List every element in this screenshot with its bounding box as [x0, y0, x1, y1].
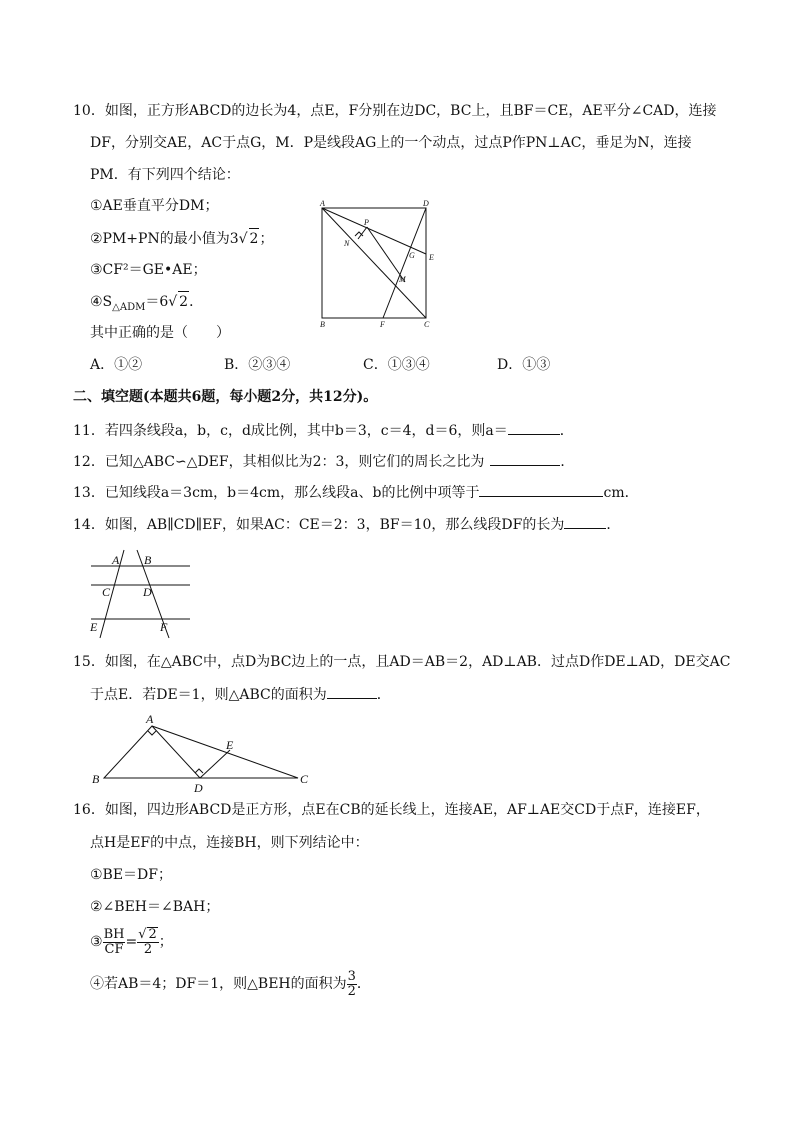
q16-conclusion-3	[90, 924, 173, 960]
q16-c4-fraction	[347, 970, 357, 999]
q15-line1: 15．如图，在△ABC中，点D为BC边上的一点，且AD＝AB＝2，AD⊥AB．过点D作DE⊥AD，DE交AC	[73, 654, 731, 670]
q14-label-B: B	[144, 553, 152, 567]
q12	[73, 451, 574, 472]
q16-c3-fraction	[103, 928, 126, 957]
q10-c2-tail: ；	[259, 231, 274, 247]
q16-line1: 16．如图，四边形ABCD是正方形，点E在CB的延长线上，连接AE，AF⊥AE交CD于点F，连接EF，	[73, 802, 710, 818]
q16-c4-num: 3	[347, 968, 356, 984]
q10-square-figure	[312, 198, 446, 332]
q14-label-E: E	[90, 620, 98, 634]
q16-c4-den: 2	[347, 983, 356, 999]
sqrt-symbol: √	[238, 231, 248, 247]
q10-c4-text: ④S	[90, 294, 113, 310]
q10-option-c[interactable]: C．①③④	[363, 357, 430, 373]
q16-c3-prefix: ③	[90, 934, 103, 950]
q16-c4-tail: ．	[356, 976, 371, 992]
q14-label-F: F	[160, 620, 168, 634]
q10-label-D: D	[423, 199, 429, 208]
q16-c3-rhs-radicand: 2	[148, 927, 157, 942]
q10-line3: PM．有下列四个结论：	[90, 167, 240, 183]
q10-label-M: M	[399, 275, 406, 284]
q10-option-a[interactable]: A．①②	[90, 357, 143, 373]
q16-conclusion-4	[90, 966, 371, 1002]
q10-ask: 其中正确的是（ ）	[90, 325, 230, 341]
q12-tail: ．	[560, 454, 575, 470]
q10-label-P: P	[364, 218, 369, 227]
q15-answer-blank[interactable]	[327, 684, 377, 699]
q10-conclusion-4	[90, 291, 203, 318]
q16-c3-num: BH	[103, 926, 125, 942]
q15-label-A: A	[146, 712, 154, 726]
q10-option-d[interactable]: D．①③	[497, 357, 551, 373]
q10-c2-text: ②PM+PN的最小值为3	[90, 231, 239, 247]
q11-text: 11．若四条线段a，b，c，d成比例，其中b＝3，c＝4，d＝6，则a＝	[73, 423, 508, 439]
q14-answer-blank[interactable]	[564, 514, 606, 529]
q15-text: 于点E．若DE＝1，则△ABC的面积为	[90, 687, 327, 703]
sqrt-symbol: √	[138, 927, 147, 942]
q16-c3-rhs-num	[137, 927, 159, 943]
q16-c3-rhs-fraction	[137, 927, 159, 957]
q10-c4-eq: ＝6	[145, 294, 169, 310]
q16-c4-text: ④若AB＝4；DF＝1，则△BEH的面积为	[90, 976, 347, 992]
q11-tail: ．	[559, 423, 574, 439]
q10-label-A: A	[320, 199, 325, 208]
q10-line1: 10．如图，正方形ABCD的边长为4，点E，F分别在边DC，BC上，且BF＝CE，AE平分∠CAD，连接	[73, 103, 717, 119]
q10-conclusion-3: ③CF²＝GE•AE；	[90, 262, 207, 278]
q10-label-N: N	[344, 239, 350, 248]
q13	[73, 482, 639, 503]
q16-c3-tail: ；	[158, 934, 173, 950]
q12-answer-blank[interactable]	[490, 451, 560, 466]
q10-label-G: G	[409, 251, 415, 260]
q16-conclusion-1: ①BE＝DF；	[90, 867, 172, 883]
section-2-heading: 二、填空题(本题共6题，每小题2分，共12分)。	[73, 389, 378, 405]
q10-line2: DF，分别交AE，AC于点G，M．P是线段AG上的一个动点，过点P作PN⊥AC，垂足为N，连接	[90, 135, 692, 151]
q15-triangle-figure	[88, 710, 318, 795]
q14-label-D: D	[143, 585, 152, 599]
sqrt-symbol: √	[168, 294, 178, 310]
q10-conclusion-1: ①AE垂直平分DM；	[90, 198, 219, 214]
q13-unit: cm．	[603, 485, 639, 501]
q16-c3-eq: =	[125, 934, 138, 950]
q10-label-F: F	[380, 320, 385, 329]
q14-parallel-lines-figure	[86, 548, 196, 640]
q14-label-A: A	[112, 553, 120, 567]
q11-answer-blank[interactable]	[508, 420, 560, 435]
q15-label-C: C	[300, 772, 309, 786]
q15-label-D: D	[194, 781, 203, 795]
q14-tail: ．	[606, 517, 621, 533]
q10-conclusion-2	[90, 228, 273, 249]
q10-label-B: B	[320, 320, 325, 329]
q14-label-C: C	[102, 585, 111, 599]
q10-c4-radicand: 2	[178, 291, 189, 312]
q16-line2: 点H是EF的中点，连接BH，则下列结论中：	[90, 835, 369, 851]
q14	[73, 514, 620, 535]
q15-label-B: B	[92, 772, 100, 786]
q11	[73, 420, 574, 441]
q10-c4-tail: ．	[189, 294, 204, 310]
q15-tail: ．	[376, 687, 391, 703]
q12-text: 12．已知△ABC∽△DEF，其相似比为2：3，则它们的周长之比为	[73, 454, 485, 470]
q15-line2	[90, 684, 391, 705]
q16-conclusion-2: ②∠BEH＝∠BAH；	[90, 899, 220, 915]
q10-c2-radicand: 2	[249, 228, 260, 249]
q14-text: 14．如图，AB∥CD∥EF，如果AC：CE＝2：3，BF＝10，那么线段DF的长为	[73, 517, 565, 533]
q13-answer-blank[interactable]	[479, 482, 603, 497]
q13-text: 13．已知线段a＝3cm，b＝4cm，那么线段a、b的比例中项等于	[73, 485, 480, 501]
q10-c4-sub: △ADM	[112, 301, 146, 313]
q10-label-E: E	[429, 253, 434, 262]
q16-c3-rhs-den: 2	[143, 942, 153, 957]
q15-label-E: E	[226, 738, 234, 752]
q16-c3-den: CF	[104, 941, 124, 957]
q10-label-C: C	[424, 320, 430, 329]
q10-option-b[interactable]: B．②③④	[224, 357, 291, 373]
